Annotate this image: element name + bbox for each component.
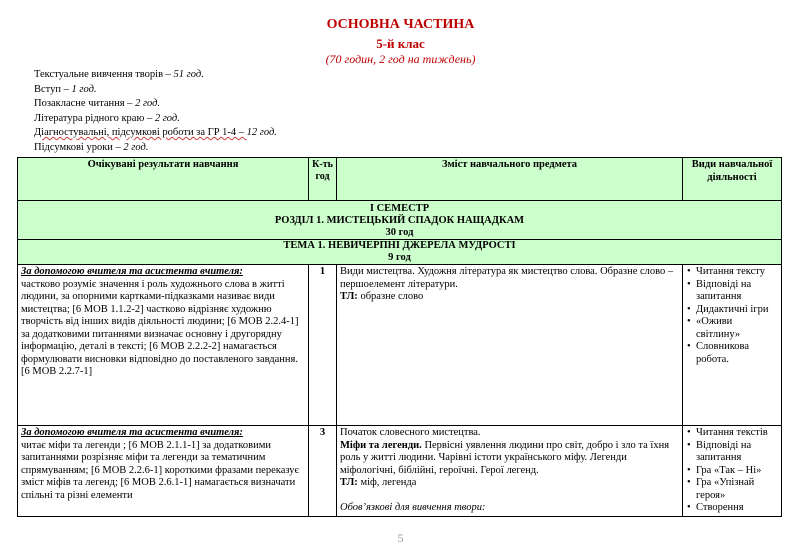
activity-item: • Читання текстів [696, 427, 778, 440]
activity-item: • Відповіді на запитання [696, 440, 778, 465]
column-header: Очікувані результати навчання [18, 158, 309, 201]
summary-line: Вступ – 1 год. [34, 83, 97, 95]
table-row [18, 426, 782, 517]
tl-label: ТЛ: [340, 291, 358, 302]
section-row [18, 201, 782, 265]
hours-subtitle: (70 годин, 2 год на тиждень) [325, 52, 476, 66]
table-header-row [18, 158, 782, 201]
hint-text: За допомогою вчителя та асистента вчителя: [21, 266, 243, 277]
outcomes-cell [18, 426, 309, 517]
tl-label: ТЛ: [340, 477, 358, 488]
summary-line: Література рідного краю – 2 год. [34, 112, 180, 124]
column-header: Зміст навчального предмета [337, 158, 683, 201]
activity-item: • «Оживи світлину» [696, 316, 778, 341]
column-header: Види навчальної діяльності [683, 158, 782, 201]
hint-text: За допомогою вчителя та асистента вчителя: [21, 427, 243, 438]
activities-cell [683, 426, 782, 517]
hours-cell: 3 [309, 426, 337, 517]
section-hours: 30 год [385, 227, 414, 238]
theme-box [18, 239, 781, 264]
hours-cell: 1 [309, 265, 337, 426]
activity-item: • Гра «Так – Ні» [696, 465, 778, 478]
activity-item: • Словникова робота. [696, 341, 778, 366]
content-note: Обов’язкові для вивчення твори: [340, 502, 486, 513]
content-intro: Початок словесного мистецтва. [340, 427, 481, 438]
activity-item: • Читання тексту [696, 266, 778, 279]
outcomes-text: частково розуміє значення і роль художнього слова в житті людини, за опорними картками-підказками називає види мистецтва; [6 МОВ 1.1.2-2] частково відрізняє художню творчість від інших видів діяльності людини; [6 МОВ 2.2.4-1] за додатковими питаннями визначає основну і другорядну інформацію, деталі в тексті; [6 МОВ 2.2.2-2] намагається формулювати висновки відповідно до поставленого завдання. [6 МОВ 2.2.7-1] [21, 278, 299, 377]
tl-text: міф, легенда [357, 477, 417, 488]
tl-text: образне слово [357, 291, 424, 302]
activity-item: • Відповіді на запитання [696, 279, 778, 304]
summary-line: Позакласне читання – 2 год. [34, 98, 161, 109]
outcomes-text: читає міфи та легенди ; [6 МОВ 2.1.1-1] за додатковими запитаннями розрізняє міфи та легенди за тематичним спрямуванням; [6 МОВ 2.2.6-1] короткими фразами переказує зміст міфів та легенд; [6 МОВ 2.6.1-1] намагається визначати спільні та різні елементи [21, 439, 300, 501]
theme-title: ТЕМА 1. НЕВИЧЕРПНІ ДЖЕРЕЛА МУДРОСТІ [283, 240, 516, 251]
hours-summary [34, 68, 277, 155]
column-header: К-ть год [309, 158, 337, 201]
content-cell [337, 426, 683, 517]
content-text: Види мистецтва. Художня література як мистецтво слова. Образне слово – першоелемент літератури. [340, 266, 674, 290]
activity-item: • Гра «Упізнай героя» [696, 477, 778, 502]
grade-title: 5-й клас [376, 36, 425, 51]
content-bold: Міфи та легенди. [340, 439, 422, 451]
summary-line: Підсумкові уроки – 2 год. [34, 141, 149, 153]
page-title: ОСНОВНА ЧАСТИНА [326, 17, 475, 32]
content-text: Первісні уявлення людини про світ, добро і зло та їхня роль у житті людини. Чарівні істоти українського міфу. Легенди міфологічні, біблійні, героїчні. Герої легенд. [340, 439, 670, 476]
semester-label: І СЕМЕСТР [369, 203, 430, 214]
content-cell [337, 265, 683, 426]
summary-line: Діагностувальні, підсумкові роботи за ГР 1-4 – 12 год. [34, 127, 277, 138]
activity-item: • Дидактичні ігри [696, 304, 778, 317]
theme-hours: 9 год [388, 252, 411, 263]
page-number: 5 [397, 531, 404, 545]
activities-cell [683, 265, 782, 426]
section-title: РОЗДІЛ 1. МИСТЕЦЬКИЙ СПАДОК НАЩАДКАМ [274, 215, 525, 226]
summary-line: Текстуальне вивчення творів – 51 год. [34, 69, 204, 80]
activity-item: • Створення [696, 502, 778, 515]
curriculum-table [17, 157, 782, 517]
table-row [18, 265, 782, 426]
outcomes-cell [18, 265, 309, 426]
